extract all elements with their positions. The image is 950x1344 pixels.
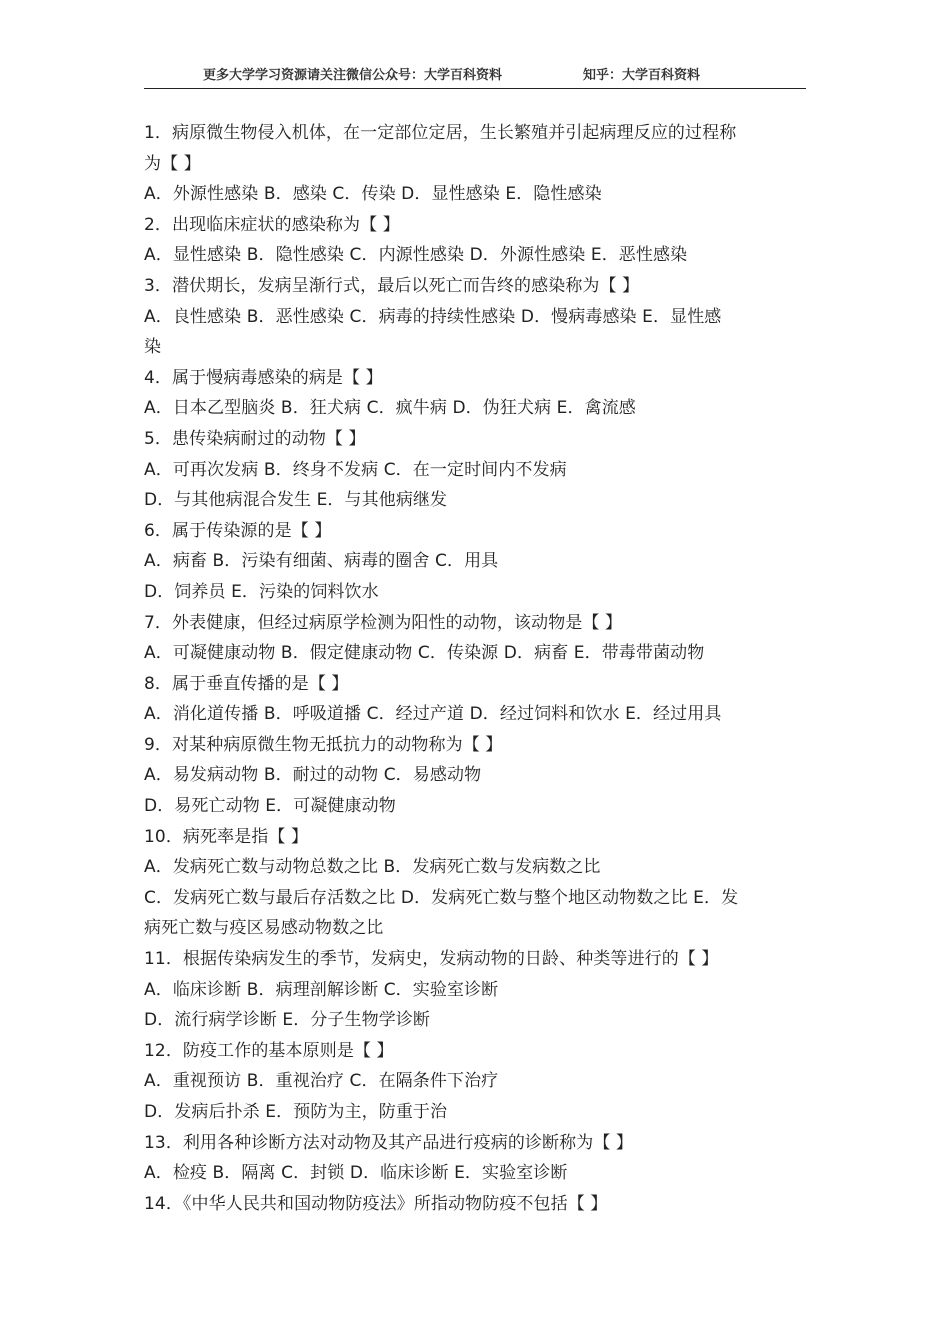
text-line: A．良性感染 B．恶性感染 C．病毒的持续性感染 D．慢病毒感染 E．显性感	[144, 306, 722, 327]
text-line: A．检疫 B．隔离 C．封锁 D．临床诊断 E．实验室诊断	[144, 1163, 568, 1184]
text-line: 8．属于垂直传播的是【 】	[144, 673, 349, 694]
header-divider	[144, 88, 806, 89]
text-line: D．流行病学诊断 E．分子生物学诊断	[144, 1010, 431, 1031]
text-line: 14．《中华人民共和国动物防疫法》所指动物防疫不包括【 】	[144, 1193, 608, 1214]
text-line: 10．病死率是指【 】	[144, 826, 309, 847]
text-line: 2．出现临床症状的感染称为【 】	[144, 214, 400, 235]
text-line: 6．属于传染源的是【 】	[144, 520, 332, 541]
text-line: 11．根据传染病发生的季节，发病史，发病动物的日龄、种类等进行的【 】	[144, 949, 719, 970]
text-line: A．病畜 B．污染有细菌、病毒的圈舍 C．用具	[144, 551, 499, 572]
text-line: 染	[144, 337, 162, 358]
text-line: A．易发病动物 B．耐过的动物 C．易感动物	[144, 765, 482, 786]
text-line: A．日本乙型脑炎 B．狂犬病 C．疯牛病 D．伪狂犬病 E．禽流感	[144, 398, 636, 419]
text-line: 12．防疫工作的基本原则是【 】	[144, 1040, 394, 1061]
text-line: A．重视预访 B．重视治疗 C．在隔条件下治疗	[144, 1071, 499, 1092]
text-line: A．可凝健康动物 B．假定健康动物 C．传染源 D．病畜 E．带毒带菌动物	[144, 643, 705, 664]
header-wechat-notice: 更多大学学习资源请关注微信公众号：大学百科资料	[203, 68, 503, 83]
text-line: A．显性感染 B．隐性感染 C．内源性感染 D．外源性感染 E．恶性感染	[144, 245, 688, 266]
text-line: A．外源性感染 B．感染 C．传染 D．显性感染 E．隐性感染	[144, 184, 602, 205]
text-line: 病死亡数与疫区易感动物数之比	[144, 918, 384, 939]
text-line: A．临床诊断 B．病理剖解诊断 C．实验室诊断	[144, 979, 499, 1000]
text-line: D．饲养员 E．污染的饲料饮水	[144, 581, 379, 602]
text-line: 13．利用各种诊断方法对动物及其产品进行疫病的诊断称为【 】	[144, 1132, 634, 1153]
text-line: C．发病死亡数与最后存活数之比 D．发病死亡数与整个地区动物数之比 E．发	[144, 887, 739, 908]
text-line: 7．外表健康，但经过病原学检测为阳性的动物，该动物是【 】	[144, 612, 623, 633]
text-line: 4．属于慢病毒感染的病是【 】	[144, 367, 383, 388]
text-line: 3．潜伏期长，发病呈渐行式，最后以死亡而告终的感染称为【 】	[144, 275, 640, 296]
text-line: 9．对某种病原微生物无抵抗力的动物称为【 】	[144, 734, 503, 755]
page-header	[0, 64, 950, 84]
text-line: 5．患传染病耐过的动物【 】	[144, 428, 366, 449]
text-line: D．发病后扑杀 E．预防为主，防重于治	[144, 1102, 448, 1122]
text-line: 为【 】	[144, 153, 201, 174]
header-zhihu-notice: 知乎：大学百科资料	[583, 68, 701, 83]
text-line: A．消化道传播 B．呼吸道播 C．经过产道 D．经过饲料和饮水 E．经过用具	[144, 704, 722, 725]
text-line: A．可再次发病 B．终身不发病 C．在一定时间内不发病	[144, 459, 567, 480]
text-line: A．发病死亡数与动物总数之比 B．发病死亡数与发病数之比	[144, 857, 601, 878]
text-line: D．与其他病混合发生 E．与其他病继发	[144, 490, 448, 511]
question-list	[144, 118, 808, 1219]
text-line: 1．病原微生物侵入机体，在一定部位定居，生长繁殖并引起病理反应的过程称	[144, 123, 737, 143]
text-line: D．易死亡动物 E．可凝健康动物	[144, 796, 396, 817]
